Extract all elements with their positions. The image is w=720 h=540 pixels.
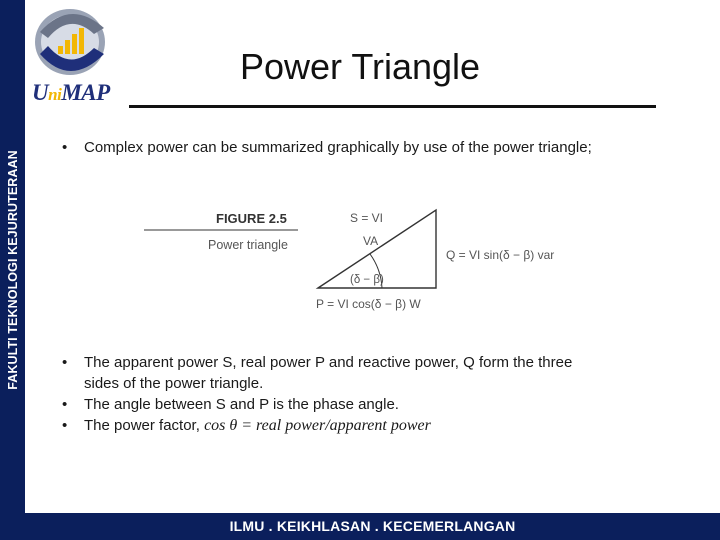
bullet-list-bottom bbox=[62, 352, 662, 436]
bullet-icon: • bbox=[62, 139, 68, 156]
bullet-item: • Complex power can be summarized graphically by use of the power triangle; bbox=[62, 139, 592, 156]
logo-wordmark: UniMAP bbox=[32, 80, 110, 105]
bullet-item: • The power factor, cos θ = real power/apparent power bbox=[62, 417, 431, 434]
title-underline bbox=[129, 105, 656, 108]
bullet-icon: • bbox=[62, 354, 68, 371]
angle-label: (δ − β) bbox=[350, 274, 384, 286]
va-label: VA bbox=[363, 234, 379, 248]
footer-bar bbox=[25, 513, 720, 540]
bullet-icon: • bbox=[62, 417, 68, 434]
left-sidebar bbox=[0, 0, 25, 540]
footer-motto: ILMU . KEIKHLASAN . KECEMERLANGAN bbox=[229, 518, 516, 534]
q-label: Q = VI sin(δ − β) var bbox=[446, 248, 555, 262]
bullet-item: • The apparent power S, real power P and reactive power, Q form the three sides of the power triangle. bbox=[62, 354, 573, 392]
unimap-logo-icon bbox=[28, 2, 124, 106]
bullet-icon: • bbox=[62, 396, 68, 413]
figure-caption: Power triangle bbox=[208, 238, 288, 252]
p-label: P = VI cos(δ − β) W bbox=[316, 297, 421, 311]
s-label: S = VI bbox=[350, 211, 384, 225]
bullet-list-top bbox=[62, 137, 662, 158]
power-triangle-figure bbox=[140, 205, 580, 315]
bullet-item: • The angle between S and P is the phase angle. bbox=[62, 396, 399, 413]
power-factor-formula: cos θ = real power/apparent power bbox=[204, 417, 431, 434]
faculty-name: FAKULTI TEKNOLOGI KEJURUTERAAN bbox=[6, 150, 20, 390]
slide-title: Power Triangle bbox=[239, 46, 481, 87]
logo-emblem bbox=[28, 2, 124, 82]
figure-label: FIGURE 2.5 bbox=[216, 211, 287, 226]
